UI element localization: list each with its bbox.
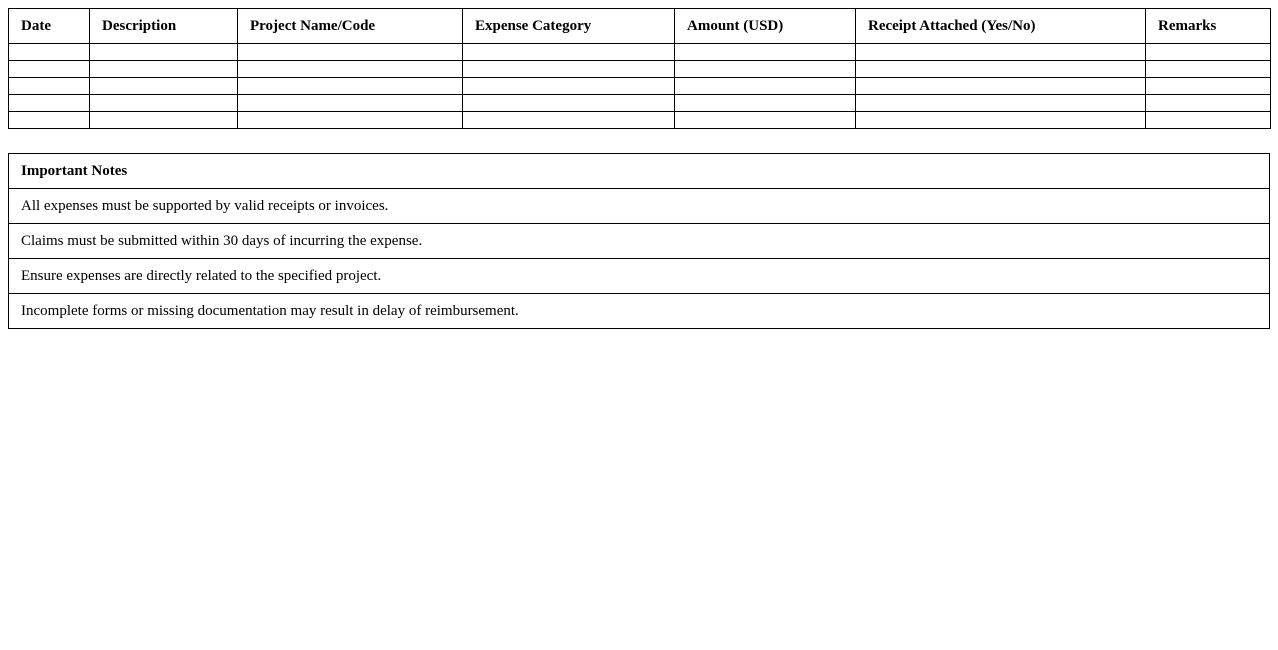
table-cell bbox=[675, 44, 856, 61]
table-row bbox=[9, 61, 1271, 78]
expense-table-header-row bbox=[9, 9, 1271, 44]
table-cell bbox=[90, 112, 238, 129]
table-cell bbox=[238, 78, 463, 95]
note-row bbox=[9, 224, 1270, 259]
table-cell bbox=[90, 95, 238, 112]
notes-heading: Important Notes bbox=[9, 154, 1270, 189]
table-cell bbox=[675, 112, 856, 129]
column-header-amount: Amount (USD) bbox=[675, 9, 856, 44]
table-cell bbox=[238, 44, 463, 61]
table-cell bbox=[90, 78, 238, 95]
table-cell bbox=[463, 61, 675, 78]
table-cell bbox=[856, 95, 1146, 112]
table-cell bbox=[9, 112, 90, 129]
table-cell bbox=[238, 95, 463, 112]
note-row bbox=[9, 294, 1270, 329]
table-cell bbox=[463, 78, 675, 95]
table-cell bbox=[90, 44, 238, 61]
table-cell bbox=[1146, 95, 1271, 112]
column-header-remarks: Remarks bbox=[1146, 9, 1271, 44]
table-cell bbox=[9, 95, 90, 112]
table-cell bbox=[463, 44, 675, 61]
table-cell bbox=[856, 78, 1146, 95]
table-cell bbox=[1146, 44, 1271, 61]
column-header-category: Expense Category bbox=[463, 9, 675, 44]
table-cell bbox=[9, 61, 90, 78]
table-row bbox=[9, 44, 1271, 61]
important-notes-table bbox=[8, 153, 1270, 329]
table-row bbox=[9, 78, 1271, 95]
expense-table bbox=[8, 8, 1271, 129]
table-cell bbox=[90, 61, 238, 78]
column-header-date: Date bbox=[9, 9, 90, 44]
table-row bbox=[9, 95, 1271, 112]
table-cell bbox=[1146, 112, 1271, 129]
table-row bbox=[9, 112, 1271, 129]
note-item: Ensure expenses are directly related to the specified project. bbox=[9, 259, 1270, 294]
table-cell bbox=[856, 112, 1146, 129]
table-cell bbox=[9, 78, 90, 95]
notes-heading-row bbox=[9, 154, 1270, 189]
note-row bbox=[9, 259, 1270, 294]
table-cell bbox=[675, 78, 856, 95]
note-row bbox=[9, 189, 1270, 224]
table-cell bbox=[463, 112, 675, 129]
table-cell bbox=[1146, 78, 1271, 95]
note-item: Incomplete forms or missing documentation may result in delay of reimbursement. bbox=[9, 294, 1270, 329]
table-cell bbox=[238, 61, 463, 78]
table-cell bbox=[675, 61, 856, 78]
column-header-description: Description bbox=[90, 9, 238, 44]
note-item: Claims must be submitted within 30 days of incurring the expense. bbox=[9, 224, 1270, 259]
table-cell bbox=[856, 44, 1146, 61]
table-cell bbox=[238, 112, 463, 129]
column-header-receipt: Receipt Attached (Yes/No) bbox=[856, 9, 1146, 44]
table-cell bbox=[463, 95, 675, 112]
table-cell bbox=[9, 44, 90, 61]
column-header-project: Project Name/Code bbox=[238, 9, 463, 44]
table-cell bbox=[1146, 61, 1271, 78]
note-item: All expenses must be supported by valid receipts or invoices. bbox=[9, 189, 1270, 224]
table-cell bbox=[856, 61, 1146, 78]
table-cell bbox=[675, 95, 856, 112]
